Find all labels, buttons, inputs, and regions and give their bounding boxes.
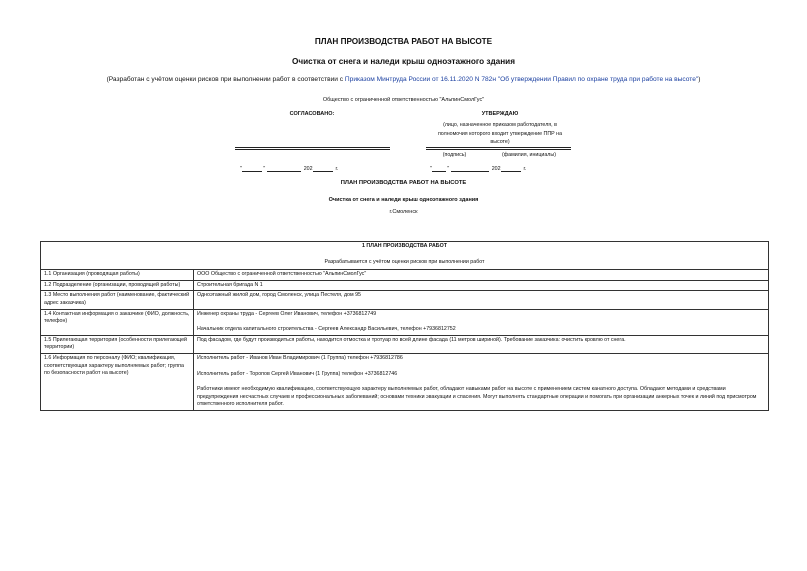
- development-note-suffix: ): [698, 76, 701, 83]
- row-label: 1.1 Организация (проводящая работы): [41, 270, 194, 281]
- row-value-line: Начальник отдела капитального строительства - Сергеев Александр Васильевич, телефон +7936812752: [197, 326, 456, 333]
- table-row: [41, 280, 769, 291]
- page-title: ПЛАН ПРОИЗВОДСТВА РАБОТ НА ВЫСОТЕ: [314, 37, 493, 46]
- approved-signature-line-2: [426, 149, 571, 150]
- table-row: [41, 270, 769, 281]
- row-value: [194, 309, 769, 335]
- table-row: [41, 335, 769, 353]
- row-label: 1.5 Прилегающая территория (особенности прилегающей территории): [41, 335, 194, 353]
- table-row: [41, 309, 769, 335]
- row-value: Одноэтажный жилой дом, город Смоленск, улица Пестеля, дом 95: [194, 291, 769, 309]
- row-value: Строительная бригада N 1: [194, 280, 769, 291]
- agreed-date: " " 202 г.: [240, 166, 339, 172]
- agreed-signature-line-1: [235, 147, 390, 148]
- section-note: Разрабатывается с учётом оценки рисков при выполнении работ: [324, 258, 485, 265]
- document-subtitle: Очистка от снега и наледи крыш одноэтажного здания: [328, 197, 479, 203]
- row-value: [194, 353, 769, 410]
- section-title: 1 ПЛАН ПРОИЗВОДСТВА РАБОТ: [362, 243, 447, 249]
- row-label: 1.2 Подразделение (организации, проводящей работы): [41, 280, 194, 291]
- organization-name: Общество с ограниченной ответственностью "АльпинСмолГус": [322, 97, 485, 103]
- development-note-prefix: (Разработан с учётом оценки рисков при выполнении работ в соответствии с: [106, 76, 345, 83]
- row-value-line: Инженер охраны труда - Сергеев Олег Иванович, телефон +3736812749: [197, 310, 377, 317]
- table-row: [41, 291, 769, 309]
- work-plan-table: [40, 241, 769, 411]
- row-value-line: Исполнитель работ - Иванов Иван Владимирович (1 Группа) телефон +7936812786: [197, 354, 403, 361]
- page-subtitle: Очистка от снега и наледи крыш одноэтажного здания: [292, 57, 515, 66]
- section-header-cell: [41, 242, 769, 270]
- agreed-label: СОГЛАСОВАНО:: [289, 111, 335, 117]
- agreed-signature-line-2: [235, 149, 390, 150]
- approver-note: (лицо, назначенное приказом работодателя, в полномочия которого входит утверждение ППР на высоте): [437, 122, 563, 145]
- development-note: [0, 76, 807, 83]
- row-label: 1.3 Место выполнения работ (наименование, фактический адрес заказчика): [41, 291, 194, 309]
- name-caption: (фамилия, инициалы): [502, 152, 556, 158]
- regulation-link[interactable]: Приказом Минтруда России от 16.11.2020 N 782н "Об утверждении Правил по охране труда при работе на высоте": [344, 76, 699, 83]
- document-title: ПЛАН ПРОИЗВОДСТВА РАБОТ НА ВЫСОТЕ: [340, 180, 467, 186]
- signature-caption: (подпись): [442, 152, 467, 158]
- row-label: 1.4 Контактная информация о заказчике (ФИО, должность, телефон): [41, 309, 194, 335]
- row-label: 1.6 Информация по персоналу (ФИО; квалификация, соответствующая характеру выполняемых работ; группа по безопасности работ на высоте): [41, 353, 194, 410]
- approved-date: " " 202 г.: [430, 166, 527, 172]
- row-value-line: Работники имеют необходимую квалификацию, соответствующую характеру выполняемых работ, обладают навыками работ на высоте с применением систем канатного доступа. Обладают методами и средствами предупреждения несчастных случаев и профессиональных заболеваний; основами техники эвакуации и спасения. Могут выполнять стандартные операции и помогать при организации анкерных точек и линий под присмотром ответственного исполнителя работ.: [197, 386, 757, 408]
- row-value: ООО Общество с ограниченной ответственностью "АльпинСмолГус": [194, 270, 769, 281]
- table-row: [41, 353, 769, 410]
- approved-signature-line-1: [426, 147, 571, 148]
- row-value: Под фасадом, где будут производиться работы, находится отмостка и тротуар по всей длине фасада (11 метров шириной). Требование заказчика: очистить кровлю от снега.: [194, 335, 769, 353]
- section-header-row: [41, 242, 769, 270]
- approved-label: УТВЕРЖДАЮ: [481, 111, 519, 117]
- row-value-line: Исполнитель работ - Торопов Сергей Иванович (1 Группа) телефон +3736812746: [197, 370, 398, 377]
- document-city: г.Смоленск: [389, 209, 418, 215]
